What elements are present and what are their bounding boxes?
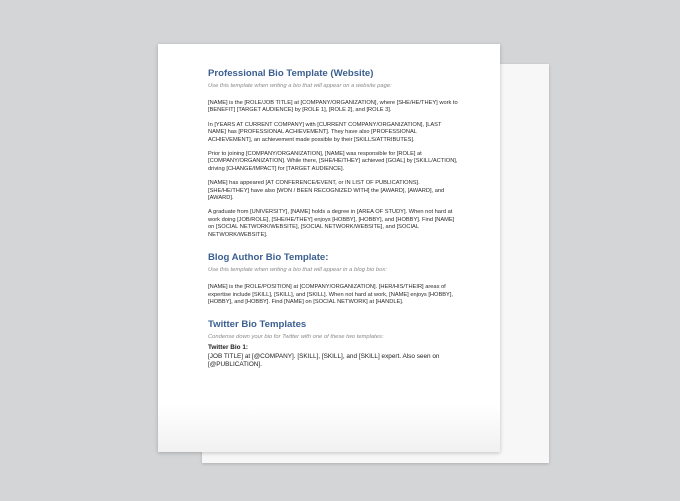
twitter-bio-heading: Twitter Bio Templates [208, 319, 307, 331]
twitter-bio-1-label: Twitter Bio 1: [208, 344, 249, 352]
twitter-bio-note: Condense down your bio for Twitter with one of these two templates: [208, 334, 384, 341]
document-content [208, 68, 458, 370]
website-paragraph: [NAME] is the [ROLE/JOB TITLE] at [COMPANY/ORGANIZATION], where [SHE/HE/THEY] work to [BENEFIT] [TARGET AUDIENCE] by [ROLE 1], [ROLE 2], and [ROLE 3]. [208, 100, 458, 114]
website-paragraph: In [YEARS AT CURRENT COMPANY] with [CURRENT COMPANY/ORGANIZATION], [LAST NAME] has [PROFESSIONAL ACHIEVEMENT]. They have also [PROFESSIONAL ACHIEVEMENT], an achievement made possible by their [SKILLS/ATTRIBUTES]. [208, 121, 442, 143]
website-paragraph: [NAME] has appeared [AT CONFERENCE/EVENT, or IN LIST OF PUBLICATIONS]. [SHE/HE/THEY] have also [WON / BEEN RECOGNIZED WITH] the [AWARD], [AWARD], and [AWARD]. [208, 180, 445, 202]
website-bio-heading: Professional Bio Template (Website) [208, 68, 374, 79]
blog-bio-note: Use this template when writing a bio that will appear in a blog bio box: [208, 267, 387, 274]
blog-bio-heading: Blog Author Bio Template: [208, 252, 329, 264]
document-page [158, 44, 500, 452]
website-paragraph: A graduate from [UNIVERSITY], [NAME] holds a degree in [AREA OF STUDY]. When not hard at work doing [JOB/ROLE], [SHE/HE/THEY] enjoys [HOBBY], [HOBBY], and [HOBBY]. Find [NAME] on [SOCIAL NETWORK/WEBSITE], [SOCIAL NETWORK/WEBSITE], and [SOCIAL NETWORK/WEBSITE]. [208, 209, 455, 238]
twitter-bio-1-text: [JOB TITLE] at [@COMPANY]. [SKILL], [SKILL], and [SKILL] expert. Also seen on [@PUBLICATION]. [208, 352, 440, 369]
blog-paragraph: [NAME] is the [ROLE/POSITION] at [COMPANY/ORGANIZATION]. [HER/HIS/THEIR] areas of expertise include [SKILL], [SKILL], and [SKILL]. When not hard at work, [NAME] enjoys [HOBBY], [HOBBY], and [HOBBY]. Find [NAME] on [SOCIAL NETWORK] at [HANDLE]. [208, 284, 453, 305]
website-bio-note: Use this template when writing a bio that will appear on a website page: [208, 83, 392, 89]
page-bottom-fade [158, 404, 500, 452]
website-paragraph: Prior to joining [COMPANY/ORGANIZATION], [NAME] was responsible for [ROLE] at [COMPANY/ORGANIZATION]. While there, [SHE/HE/THEY] achieved [GOAL] by [SKILL/ACTION], driving [CHANGE/IMPACT] for [TARGET AUDIENCE]. [208, 151, 458, 172]
